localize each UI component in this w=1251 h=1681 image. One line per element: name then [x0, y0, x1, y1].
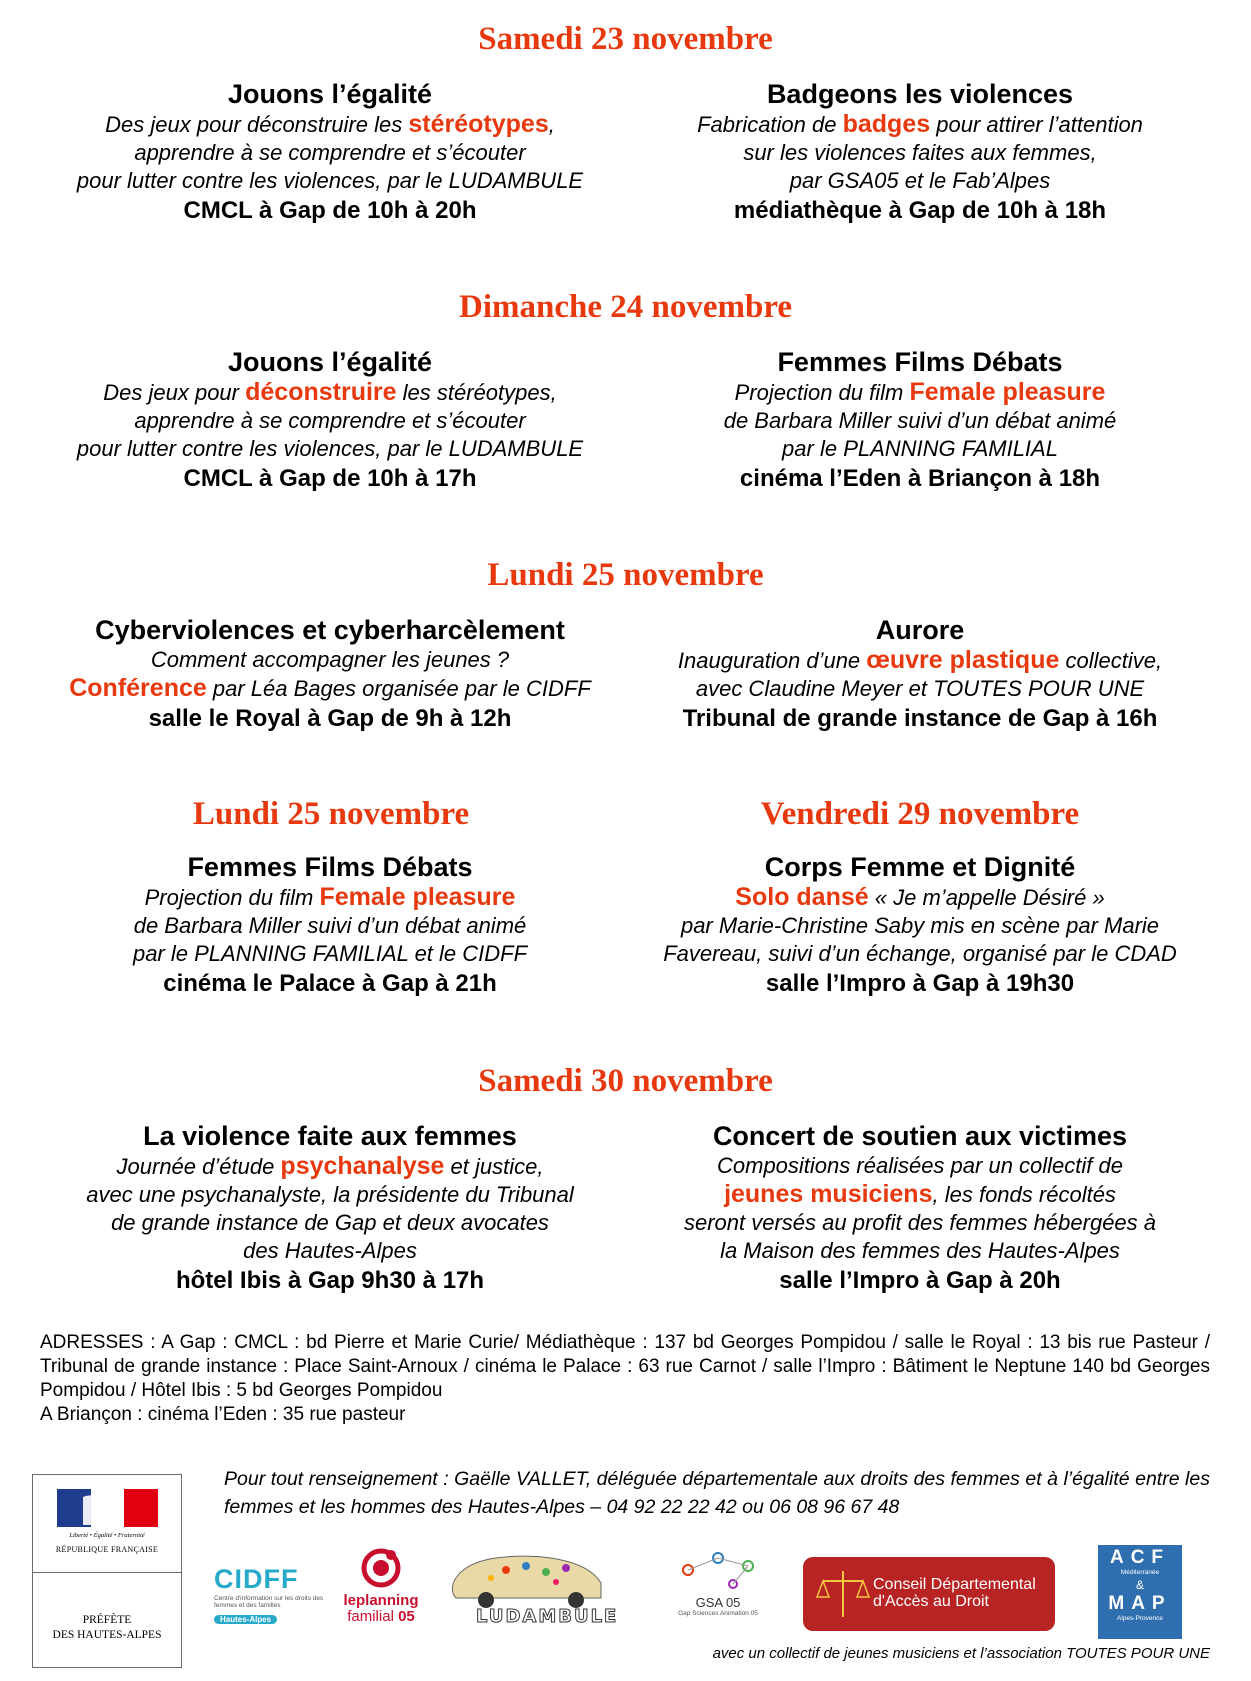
ludambule-logo	[436, 1548, 619, 1638]
event-desc-line: de Barbara Miller suivi d’un débat animé	[133, 913, 527, 938]
marianne-flag-icon	[33, 1475, 181, 1535]
gsa-network-icon	[673, 1550, 763, 1590]
gsa-name: GSA 05	[695, 1595, 741, 1610]
event-desc-line: Des jeux pour déconstruire les stéréotypes,	[105, 110, 555, 138]
event-place: cinéma l’Eden à Briançon à 18h	[739, 465, 1101, 492]
scales-of-justice-icon	[813, 1565, 873, 1625]
event-title: Femmes Films Débats	[187, 852, 473, 882]
event-place: cinéma le Palace à Gap à 21h	[163, 970, 497, 997]
event-desc-line: pour lutter contre les violences, par le LUDAMBULE	[76, 436, 584, 461]
acf-sub: Alpes-Provence	[1117, 1615, 1163, 1622]
event-desc-line: Inauguration d’une œuvre plastique collective,	[677, 646, 1163, 674]
cdad-logo	[803, 1557, 1055, 1631]
addresses-block	[40, 1331, 1210, 1427]
event-place: Tribunal de grande instance de Gap à 16h	[682, 705, 1158, 732]
event-desc-line: seront versés au profit des femmes hébergées à	[683, 1210, 1157, 1235]
event-title: Aurore	[875, 615, 965, 645]
cidff-subtitle: Centre d'information sur les droits des femmes et des familles	[214, 1595, 324, 1609]
event-desc-line: avec une psychanalyste, la présidente du Tribunal	[86, 1182, 574, 1207]
cdad-name: Conseil Départemental d'Accès au Droit	[873, 1576, 1036, 1610]
addresses-briancon: A Briançon : cinéma l’Eden : 35 rue pasteur	[40, 1404, 406, 1425]
event-desc-line: Projection du film Female pleasure	[734, 378, 1106, 406]
event-place: salle le Royal à Gap de 9h à 12h	[148, 705, 512, 732]
event-aurore	[630, 614, 1210, 735]
event-title: Concert de soutien aux victimes	[712, 1121, 1128, 1151]
prefecture-logo	[32, 1474, 182, 1668]
cidff-logo	[214, 1564, 326, 1627]
event-title: Jouons l’égalité	[227, 347, 433, 377]
event-desc-line: Favereau, suivi d’un échange, organisé par le CDAD	[663, 941, 1177, 966]
event-desc-line: avec Claudine Meyer et TOUTES POUR UNE	[695, 676, 1145, 701]
event-desc-line: Comment accompagner les jeunes ?	[150, 647, 510, 672]
event-desc-line: par le PLANNING FAMILIAL	[782, 436, 1058, 461]
event-badgeons-violences	[630, 78, 1210, 227]
planning-name: leplanning familial 05	[343, 1592, 419, 1625]
event-desc-line: pour lutter contre les violences, par le LUDAMBULE	[76, 168, 584, 193]
event-desc-line: Projection du film Female pleasure	[144, 883, 516, 911]
day-heading-vendredi-29: Vendredi 29 novembre	[760, 796, 1080, 832]
event-desc-line: de grande instance de Gap et deux avocates	[111, 1210, 549, 1235]
event-desc-line: par le PLANNING FAMILIAL et le CIDFF	[132, 941, 528, 966]
event-desc-line: apprendre à se comprendre et s’écouter	[134, 408, 526, 433]
event-femmes-films-debats-gap	[40, 851, 620, 1000]
event-corps-femme-dignite	[630, 851, 1210, 1000]
acf-mid: Méditerranée	[1120, 1569, 1160, 1576]
event-title: La violence faite aux femmes	[143, 1121, 517, 1151]
day-heading-dimanche-24: Dimanche 24 novembre	[458, 289, 793, 325]
day-heading-lundi-25: Lundi 25 novembre	[487, 557, 764, 593]
acf-bottom: MAP	[1108, 1593, 1172, 1614]
event-place: CMCL à Gap de 10h à 20h	[183, 197, 477, 224]
event-desc-line: jeunes musiciens, les fonds récoltés	[724, 1180, 1116, 1208]
event-place: médiathèque à Gap de 10h à 18h	[733, 197, 1107, 224]
planning-familial-logo	[336, 1546, 426, 1625]
marianne-box	[33, 1475, 181, 1573]
prefecture-republique: RÉPUBLIQUE FRANÇAISE	[55, 1545, 159, 1554]
ludambule-name: LUDAMBULE	[476, 1606, 619, 1627]
cdad-box	[803, 1557, 1055, 1631]
event-concert-soutien	[630, 1120, 1210, 1297]
event-place: hôtel Ibis à Gap 9h30 à 17h	[175, 1267, 485, 1294]
event-violence-faite-aux-femmes	[40, 1120, 620, 1297]
event-femmes-films-debats-briancon	[630, 346, 1210, 495]
addresses-gap: ADRESSES : A Gap : CMCL : bd Pierre et Marie Curie/ Médiathèque : 137 bd Georges Pompidou / salle le Royal : 13 bis rue Pasteur / Tribunal de grande instance : Place Saint-Arnoux / cinéma le Palace : 63 rue Carnot / salle l’Impro : Bâtiment le Neptune 140 bd Georges Pompidou / Hôtel Ibis : 5 bd Georges Pompidou	[40, 1332, 1210, 1401]
planning-swirl-icon	[361, 1546, 401, 1588]
event-desc-line: sur les violences faites aux femmes,	[743, 140, 1097, 165]
event-desc-line: Fabrication de badges pour attirer l’attention	[697, 110, 1143, 138]
gsa05-logo	[670, 1550, 766, 1617]
event-desc-line: Conférence par Léa Bages organisée par le CIDFF	[69, 674, 591, 702]
event-jouons-egalite-23	[40, 78, 620, 227]
day-heading-samedi-23: Samedi 23 novembre	[478, 21, 773, 57]
gsa-subtitle: Gap Sciences Animation 05	[678, 1610, 758, 1617]
event-desc-line: Journée d’étude psychanalyse et justice,	[116, 1152, 544, 1180]
event-title: Badgeons les violences	[766, 79, 1074, 109]
event-title: Cyberviolences et cyberharcèlement	[95, 615, 565, 645]
event-desc-line: par Marie-Christine Saby mis en scène par Marie	[680, 913, 1160, 938]
acf-map-logo	[1098, 1545, 1182, 1639]
event-desc-line: Compositions réalisées par un collectif de	[717, 1153, 1123, 1178]
event-place: CMCL à Gap de 10h à 17h	[183, 465, 477, 492]
acf-box	[1098, 1545, 1182, 1639]
event-title: Femmes Films Débats	[777, 347, 1063, 377]
footer-note: avec un collectif de jeunes musiciens et l’association TOUTES POUR UNE	[712, 1645, 1210, 1662]
cidff-tag: Hautes-Alpes	[214, 1615, 277, 1624]
prefecture-motto: Liberté • Égalité • Fraternité	[69, 1532, 145, 1539]
acf-amp: &	[1135, 1578, 1144, 1592]
contact-info: Pour tout renseignement : Gaëlle VALLET, déléguée départementale aux droits des femmes et à l’égalité entre les femmes et les hommes des Hautes-Alpes – 04 92 22 22 42 ou 06 08 96 67 48	[224, 1468, 1210, 1518]
event-desc-line: la Maison des femmes des Hautes-Alpes	[720, 1238, 1120, 1263]
event-desc-line: de Barbara Miller suivi d’un débat animé	[723, 408, 1117, 433]
event-cyberviolences	[40, 614, 620, 735]
ludambule-bus-icon	[436, 1548, 616, 1610]
event-title: Corps Femme et Dignité	[764, 852, 1076, 882]
prefecture-name: PRÉFÈTE DES HAUTES-ALPES	[52, 1614, 162, 1641]
event-jouons-egalite-24	[40, 346, 620, 495]
event-place: salle l’Impro à Gap à 20h	[779, 1267, 1061, 1294]
event-desc-line: Des jeux pour déconstruire les stéréotypes,	[103, 378, 557, 406]
event-desc-line: par GSA05 et le Fab’Alpes	[789, 168, 1051, 193]
event-desc-line: Solo dansé « Je m’appelle Désiré »	[735, 883, 1105, 911]
event-desc-line: des Hautes-Alpes	[243, 1238, 417, 1263]
day-heading-lundi-25-b: Lundi 25 novembre	[192, 796, 470, 832]
event-place: salle l’Impro à Gap à 19h30	[765, 970, 1075, 997]
event-desc-line: apprendre à se comprendre et s’écouter	[134, 140, 526, 165]
cidff-name: CIDFF	[214, 1564, 299, 1594]
event-title: Jouons l’égalité	[227, 79, 433, 109]
day-heading-samedi-30: Samedi 30 novembre	[478, 1063, 773, 1099]
acf-top: ACF	[1109, 1547, 1171, 1568]
